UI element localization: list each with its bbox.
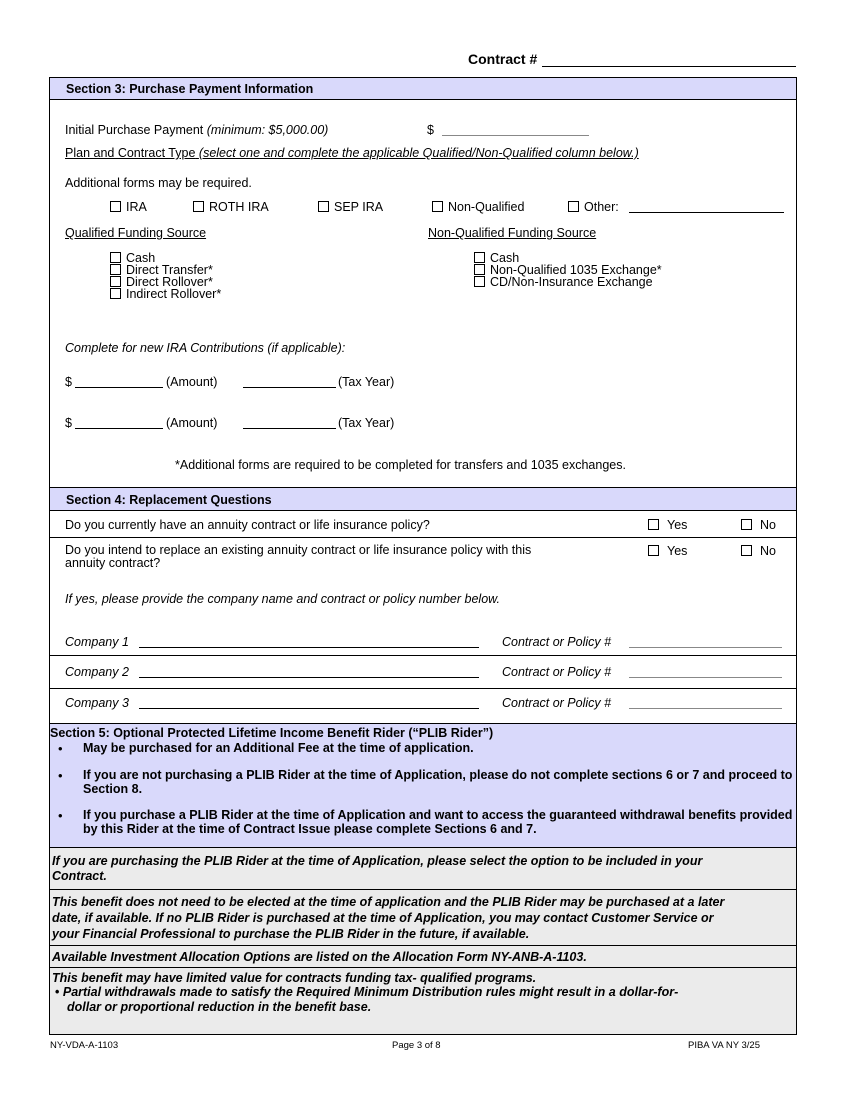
company-1-field[interactable]: [139, 647, 479, 648]
divider: [50, 889, 796, 890]
contract-policy-label: Contract or Policy #: [502, 696, 612, 710]
checkbox-icon: [110, 276, 121, 287]
plib-note-4: This benefit may have limited value for contracts funding tax- qualified programs.: [52, 971, 537, 985]
amount-label: (Amount): [166, 375, 218, 389]
transfers-footnote: *Additional forms are required to be completed for transfers and 1035 exchanges.: [175, 458, 626, 472]
checkbox-icon: [110, 201, 121, 212]
divider: [50, 688, 796, 689]
plan-option-ira[interactable]: IRA: [110, 200, 147, 214]
company-3-field[interactable]: [139, 708, 479, 709]
company-1-label: Company 1: [65, 635, 129, 649]
checkbox-icon: [318, 201, 329, 212]
company-2-label: Company 2: [65, 665, 129, 679]
checkbox-icon: [741, 545, 752, 556]
footer-version: PIBA VA NY 3/25: [688, 1040, 761, 1051]
nonqualified-options: [474, 252, 662, 288]
checkbox-icon: [432, 201, 443, 212]
checkbox-icon: [110, 288, 121, 299]
divider: [50, 537, 796, 538]
checkbox-icon: [474, 252, 485, 263]
company-3-label: Company 3: [65, 696, 129, 710]
policy-1-field[interactable]: [629, 647, 782, 648]
qualified-option-cash[interactable]: Cash: [110, 252, 221, 264]
question-1: Do you currently have an annuity contract or life insurance policy?: [65, 518, 430, 532]
contract-policy-label: Contract or Policy #: [502, 635, 612, 649]
company-2-field[interactable]: [139, 677, 479, 678]
q1-yes[interactable]: Yes: [648, 518, 687, 532]
initial-payment-label: Initial Purchase Payment (minimum: $5,000.00): [65, 123, 329, 137]
plan-option-other[interactable]: Other:: [568, 200, 619, 214]
dollar-sign: $: [427, 123, 434, 137]
question-2: Do you intend to replace an existing annuity contract or life insurance policy with this annuity contract?: [65, 543, 532, 570]
nonqualified-option-cd[interactable]: CD/Non-Insurance Exchange: [474, 276, 662, 288]
contract-policy-label: Contract or Policy #: [502, 665, 612, 679]
q1-no[interactable]: No: [741, 518, 776, 532]
plan-other-field[interactable]: [629, 212, 784, 213]
if-yes-note: If yes, please provide the company name and contract or policy number below.: [65, 592, 500, 606]
plib-note-3: Available Investment Allocation Options are listed on the Allocation Form NY-ANB-A-1103.: [52, 950, 587, 964]
checkbox-icon: [741, 519, 752, 530]
checkbox-icon: [193, 201, 204, 212]
plan-type-label: Plan and Contract Type (select one and complete the applicable Qualified/Non-Qualified column below.): [65, 146, 639, 160]
ira-tax-year-1-field[interactable]: [243, 387, 336, 388]
plib-note-5: • Partial withdrawals made to satisfy the Required Minimum Distribution rules might result in a dollar-for- dollar or proportional reduction in the benefit base.: [55, 985, 679, 1014]
contract-number-field[interactable]: [542, 66, 796, 67]
section5-title: Section 5: Optional Protected Lifetime Income Benefit Rider (“PLIB Rider”): [50, 726, 494, 740]
plib-notes-panel: [50, 848, 796, 1034]
nonqualified-option-cash[interactable]: Cash: [474, 252, 662, 264]
dollar-sign: $: [65, 375, 72, 389]
policy-2-field[interactable]: [629, 677, 782, 678]
plan-option-roth-ira[interactable]: ROTH IRA: [193, 200, 269, 214]
tax-year-label: (Tax Year): [338, 375, 395, 389]
policy-3-field[interactable]: [629, 708, 782, 709]
divider: [50, 945, 796, 946]
checkbox-icon: [110, 264, 121, 275]
plan-option-non-qualified[interactable]: Non-Qualified: [432, 200, 524, 214]
q2-no[interactable]: No: [741, 544, 776, 558]
plan-option-sep-ira[interactable]: SEP IRA: [318, 200, 383, 214]
contract-number-label: Contract #: [468, 51, 538, 67]
checkbox-icon: [648, 545, 659, 556]
section3-title: Section 3: Purchase Payment Information: [50, 78, 796, 100]
checkbox-icon: [474, 276, 485, 287]
dollar-sign: $: [65, 416, 72, 430]
footer-page-number: Page 3 of 8: [392, 1040, 441, 1051]
divider: [50, 967, 796, 968]
checkbox-icon: [648, 519, 659, 530]
divider: [50, 655, 796, 656]
additional-forms-note: Additional forms may be required.: [65, 176, 252, 190]
qualified-option-indirect-rollover[interactable]: Indirect Rollover*: [110, 288, 221, 300]
qualified-option-direct-transfer[interactable]: Direct Transfer*: [110, 264, 221, 276]
amount-label: (Amount): [166, 416, 218, 430]
section5-panel: Section 5: Optional Protected Lifetime Income Benefit Rider (“PLIB Rider”) • May be purchased for an Additional Fee at the time of application. • If you are not purchasing a PLIB Rider at the time of Application, please do not complete sections 6 or 7 and proceed to Section 8. • If you purchase a PLIB Rider at the time of Application and want to access the guaranteed withdrawal benefits provided by this Rider at the time of Contract Issue please complete Sections 6 and 7.: [50, 723, 796, 848]
checkbox-icon: [110, 252, 121, 263]
ira-amount-1-field[interactable]: [75, 387, 163, 388]
ira-contrib-label: Complete for new IRA Contributions (if applicable):: [65, 341, 346, 355]
tax-year-label: (Tax Year): [338, 416, 395, 430]
q2-yes[interactable]: Yes: [648, 544, 687, 558]
qualified-option-direct-rollover[interactable]: Direct Rollover*: [110, 276, 221, 288]
checkbox-icon: [474, 264, 485, 275]
section4-title: Section 4: Replacement Questions: [50, 487, 796, 511]
plib-note-2: This benefit does not need to be elected at the time of application and the PLIB Rider may be purchased at a later date, if available. If no PLIB Rider is purchased at the time of Application, you may contact Customer Service or your Financial Professional to purchase the PLIB Rider in the future, if available.: [52, 895, 725, 941]
plib-note-1: If you are purchasing the PLIB Rider at the time of Application, please select the option to be included in your Contract.: [52, 854, 703, 883]
qualified-options: [110, 252, 221, 300]
qualified-heading: Qualified Funding Source: [65, 226, 207, 240]
ira-amount-2-field[interactable]: [75, 428, 163, 429]
nonqualified-heading: Non-Qualified Funding Source: [428, 226, 597, 240]
ira-tax-year-2-field[interactable]: [243, 428, 336, 429]
initial-payment-field[interactable]: [442, 135, 589, 136]
nonqualified-option-1035[interactable]: Non-Qualified 1035 Exchange*: [474, 264, 662, 276]
checkbox-icon: [568, 201, 579, 212]
footer-form-number: NY-VDA-A-1103: [50, 1040, 119, 1051]
